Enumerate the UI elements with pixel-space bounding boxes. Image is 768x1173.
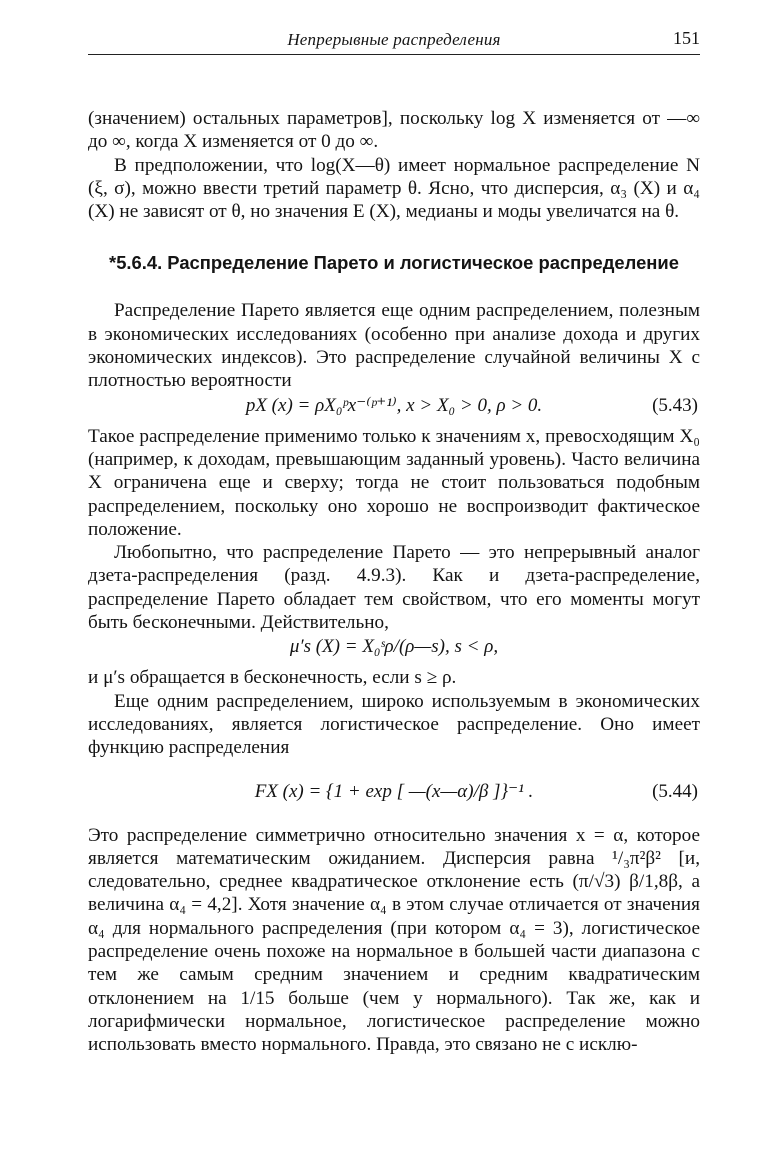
paragraph-5: Любопытно, что распределение Парето — это непрерывный аналог дзета-распределения (разд. 4.9.3). Как и дзета-распределение, распределение Парето обладает тем свойством, что его моменты могут быть бесконечными. Действительно, (88, 542, 700, 634)
equation-5-43 (88, 394, 700, 422)
paragraph-4: Такое распределение применимо только к значениям x, превосходящим X₀ (например, к доходам, превышающим заданный уровень). Часто величина X ограничена еще и сверху; тогда не стоит пользоваться подобным распределением, поскольку оно хорошо не воспроизводит фактическое положение. (88, 425, 700, 540)
equation-5-43-number: (5.43) (652, 394, 698, 416)
paragraph-6: и μ′s обращается в бесконечность, если s ≥ ρ. (88, 667, 457, 689)
page-number: 151 (673, 28, 700, 48)
equation-5-43-body: pX (x) = ρX₀ᵖx⁻⁽ᵖ⁺¹⁾, x > X₀ > 0, ρ > 0. (245, 394, 543, 416)
page-header (88, 24, 700, 55)
section-heading: *5.6.4. Распределение Парето и логистическое распределение (109, 252, 679, 274)
book-page (88, 24, 700, 1057)
body-text (88, 107, 700, 1057)
paragraph-8: Это распределение симметрично относительно значения x = α, которое является математическим ожиданием. Дисперсия равна ¹/₃π²β² [и, следовательно, среднее квадратическое отклонение есть (π/√3) β/1,8β, а величина α₄ = 4,2]. Хотя значение α₄ в этом случае отличается от значения α₄ для нормального распределения (при котором α₄ = 3), логистическое распределение очень похоже на нормальное в большей части диапазона с тем же самым средним значением и средним квадратическим отклонением на 1/15 больше (чем у нормального). Так же, как и логарифмически нормальное, логистическое распределение можно использовать вместо нормального. Правда, это связано не с исклю- (88, 824, 700, 1056)
running-title: Непрерывные распределения (287, 30, 501, 49)
equation-5-44 (88, 766, 700, 820)
paragraph-7: Еще одним распределением, широко используемым в экономических исследованиях, является логистическое распределение. Оно имеет функцию распределения (88, 690, 700, 759)
equation-moment-body: μ′s (X) = X₀ˢρ/(ρ—s), s < ρ, (289, 636, 499, 658)
paragraph-2: В предположении, что log(X—θ) имеет нормальное распределение N (ξ, σ), можно ввести третий параметр θ. Ясно, что дисперсия, α₃ (X) и α₄ (X) не зависят от θ, но значения E (X), медианы и моды увеличатся на θ. (88, 154, 700, 223)
paragraph-1: (значением) остальных параметров], поскольку log X изменяется от —∞ до ∞, когда X изменяется от 0 до ∞. (88, 108, 700, 153)
equation-5-44-body: FX (x) = {1 + exp [ —(x—α)/β ]}⁻¹ . (254, 780, 534, 802)
paragraph-3: Распределение Парето является еще одним распределением, полезным в экономических исследованиях (особенно при анализе дохода и других экономических индексов). Это распределение случайной величины X с плотностью вероятности (88, 300, 700, 392)
equation-5-44-number: (5.44) (652, 780, 698, 802)
equation-moment (88, 635, 700, 663)
